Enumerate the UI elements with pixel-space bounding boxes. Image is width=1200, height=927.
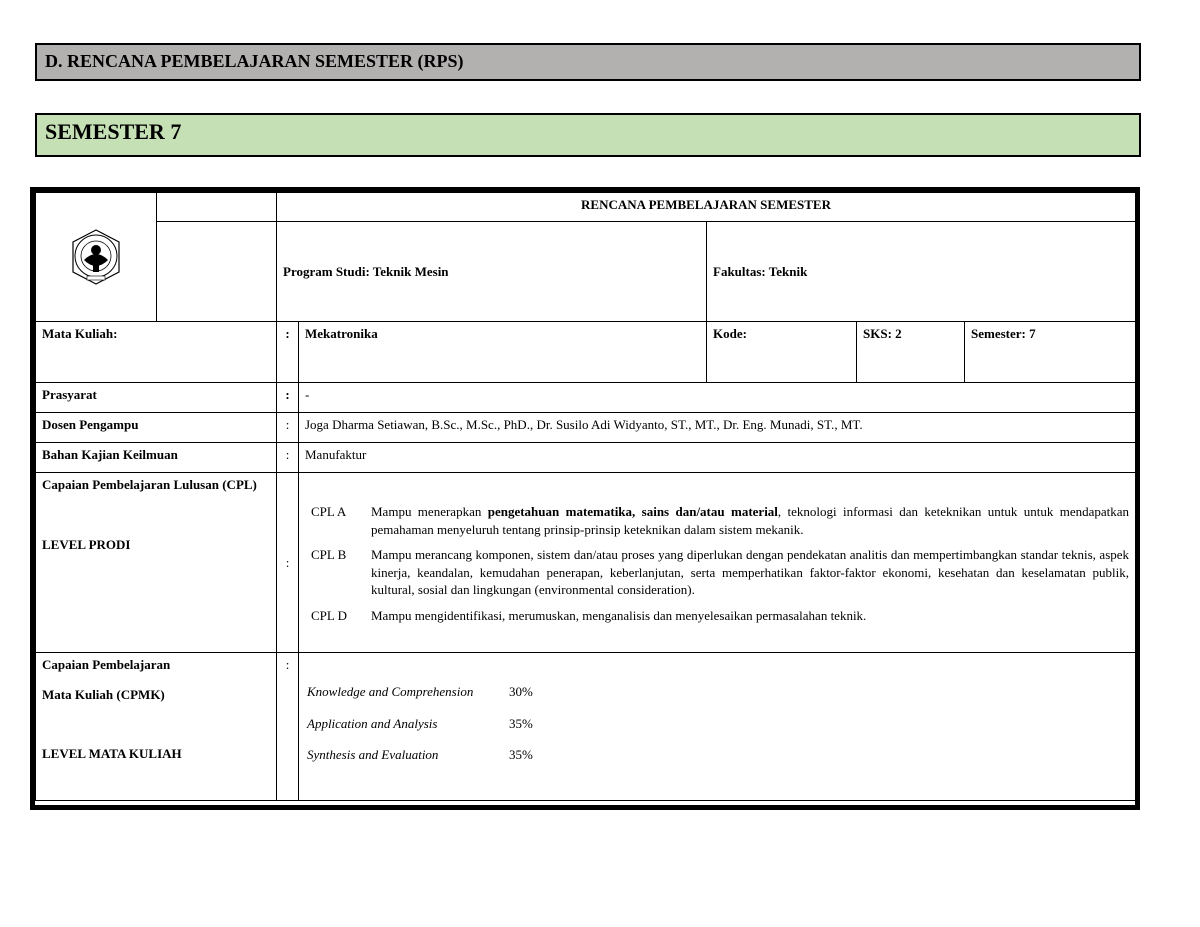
- bahan-kajian-value: Manufaktur: [299, 443, 1136, 473]
- cpl-text: Mampu menerapkan pengetahuan matematika, sains dan/atau material, teknologi informasi dan keteknikan untuk untuk mendapatkan pemahaman menyeluruh tentang prinsip-prinsip keteknikan dalam sistem mekanik.: [371, 504, 1130, 537]
- colon: :: [277, 473, 299, 653]
- cpmk-label-cell: [36, 653, 277, 801]
- cpmk-item: [307, 746, 1129, 764]
- cpl-label-cell: [36, 473, 277, 653]
- cpl-item: [311, 607, 1129, 625]
- cpl-level: LEVEL PRODI: [42, 536, 131, 552]
- header-blank-cell-2: [157, 222, 277, 322]
- colon: :: [277, 383, 299, 413]
- cpl-item: [311, 503, 1129, 538]
- rps-table: [35, 192, 1136, 801]
- cpmk-label-2: Mata Kuliah (CPMK): [42, 686, 165, 702]
- cpl-code: CPL A: [311, 504, 347, 519]
- logo-cell: [36, 193, 157, 322]
- dosen-value: Joga Dharma Setiawan, B.Sc., M.Sc., PhD., Dr. Susilo Adi Widyanto, ST., MT., Dr. Eng. Munadi, ST., MT.: [299, 413, 1136, 443]
- cpl-label: Capaian Pembelajaran Lulusan (CPL): [42, 477, 257, 492]
- cpmk-percentage: 30%: [509, 684, 533, 699]
- kode-label: Kode:: [707, 322, 857, 383]
- dosen-label: Dosen Pengampu: [36, 413, 277, 443]
- rps-document-frame: [30, 187, 1140, 810]
- fakultas: Fakultas: Teknik: [707, 222, 1136, 322]
- cpmk-level: LEVEL MATA KULIAH: [42, 746, 182, 762]
- colon: :: [277, 322, 299, 383]
- cpmk-name: Knowledge and Comprehension: [307, 684, 474, 699]
- colon: :: [277, 413, 299, 443]
- cpmk-item: [307, 683, 1129, 701]
- cpmk-label-1: Capaian Pembelajaran: [42, 657, 171, 672]
- cpmk-name: Application and Analysis: [307, 715, 438, 731]
- section-heading: D. RENCANA PEMBELAJARAN SEMESTER (RPS): [35, 43, 1141, 81]
- cpmk-percentage: 35%: [509, 715, 533, 731]
- program-studi: Program Studi: Teknik Mesin: [277, 222, 707, 322]
- colon: :: [277, 653, 299, 801]
- cpmk-list: [299, 653, 1136, 801]
- mata-kuliah-label: Mata Kuliah:: [36, 322, 277, 383]
- bahan-kajian-label: Bahan Kajian Keilmuan: [36, 443, 277, 473]
- cpmk-item: [307, 715, 1129, 733]
- cpl-code: CPL D: [311, 607, 347, 623]
- cpmk-percentage: 35%: [509, 747, 533, 763]
- prasyarat-value: -: [299, 383, 1136, 413]
- cpl-list: [299, 473, 1136, 653]
- mata-kuliah-value: Mekatronika: [299, 322, 707, 383]
- colon: :: [277, 443, 299, 473]
- header-blank-cell: [157, 193, 277, 222]
- cpl-text: Mampu merancang komponen, sistem dan/atau proses yang diperlukan dengan pendekatan analitis dan mempertimbangkan standar teknis, aspek kinerja, keandalan, kemudahan penerapan, keberlanjutan, serta memperhatikan faktor-faktor ekonomi, kesehatan dan keselamatan publik, kultural, sosial dan lingkungan (environmental consideration).: [371, 547, 1130, 598]
- prasyarat-label: Prasyarat: [36, 383, 277, 413]
- semester-label: Semester: 7: [965, 322, 1136, 383]
- cpl-text: Mampu mengidentifikasi, merumuskan, menganalisis dan menyelesaikan permasalahan teknik.: [371, 607, 867, 623]
- semester-heading: SEMESTER 7: [35, 113, 1141, 157]
- cpl-item: [311, 546, 1129, 599]
- cpl-code: CPL B: [311, 547, 347, 563]
- cpmk-name: Synthesis and Evaluation: [307, 747, 439, 763]
- university-seal-icon: [70, 228, 122, 286]
- doc-title: RENCANA PEMBELAJARAN SEMESTER: [277, 193, 1136, 222]
- sks-label: SKS: 2: [857, 322, 965, 383]
